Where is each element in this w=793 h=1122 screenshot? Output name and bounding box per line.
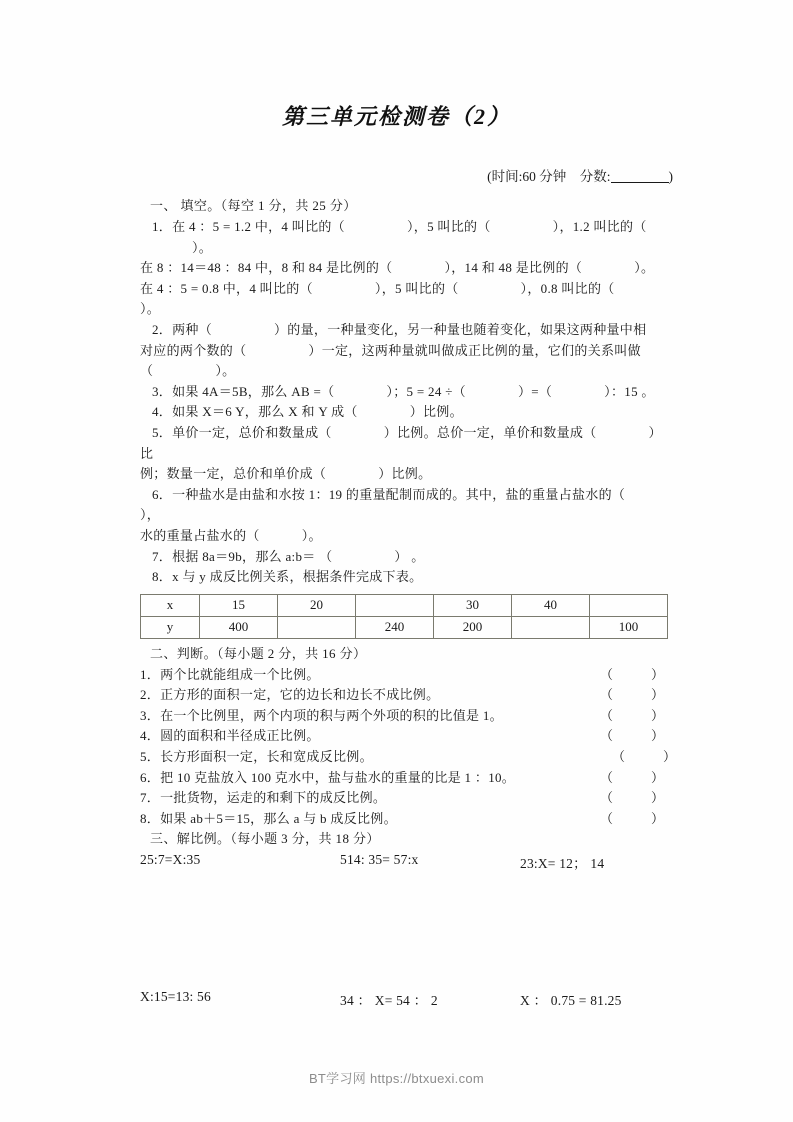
q6l2-part-b: ）。 — [301, 527, 322, 543]
paren-open: （ — [612, 749, 626, 765]
q3-part-b: ）；5 = 24 ÷（ — [386, 383, 466, 399]
table-row-x — [141, 594, 668, 616]
q3-part-a: 3．如果 4A＝5B，那么 AB =（ — [152, 383, 335, 399]
table-cell-y-6[interactable]: 100 — [590, 616, 668, 638]
table-cell-x-1[interactable]: 15 — [200, 594, 278, 616]
tf-item-5-text: 5．长方形面积一定，长和宽成反比例。 — [140, 749, 373, 765]
equation-3[interactable]: 23:X= 12； 14 — [520, 856, 605, 872]
table-cell-y-label: y — [141, 616, 200, 638]
q5-part-c: ）比 — [140, 424, 662, 461]
q2-part-a: 2．两种（ — [152, 321, 212, 337]
paren-close: ） — [651, 728, 665, 744]
tf-item-7 — [140, 788, 668, 809]
worksheet-content — [140, 196, 677, 1011]
paren-open: （ — [600, 666, 614, 682]
q5-part-b: ）比例。总价一定，单价和数量成（ — [383, 424, 597, 440]
q1l2-part-a: 在 8 ：14＝48 ：84 中，8 和 84 是比例的（ — [140, 260, 393, 276]
q5-part-a: 5．单价一定，总价和数量成（ — [152, 424, 332, 440]
tf-item-3 — [140, 706, 668, 727]
work-space-area — [140, 874, 668, 986]
paren-close: ） — [651, 769, 665, 785]
tf-item-2 — [140, 685, 668, 706]
question-5-line-1 — [140, 423, 668, 464]
question-3 — [140, 382, 668, 403]
equation-2[interactable]: 514: 35= 57:x — [340, 852, 419, 868]
table-cell-x-3[interactable] — [356, 594, 434, 616]
paren-open: （ — [600, 728, 614, 744]
paren-open: （ — [600, 810, 614, 826]
q1l3-part-b: ），5 叫比的（ — [374, 280, 459, 296]
xy-value-table — [140, 594, 668, 639]
question-6-line-2 — [140, 526, 668, 547]
paren-close: ） — [651, 687, 665, 703]
tf-answer-slot-5[interactable] — [612, 747, 676, 768]
meta-close-paren: ) — [668, 169, 673, 184]
q6-part-a: 6．一种盐水是由盐和水按 1：19 的重量配制而成的。其中，盐的重量占盐水的（ — [152, 486, 626, 502]
paren-close: ） — [651, 790, 665, 806]
table-cell-x-6[interactable] — [590, 594, 668, 616]
question-6-line-1 — [140, 485, 668, 526]
paren-close: ） — [651, 666, 665, 682]
question-2-line-1 — [140, 320, 668, 341]
q3-part-d: ）：15 。 — [604, 383, 655, 399]
tf-answer-slot-2[interactable] — [600, 685, 664, 706]
tf-item-7-text: 7．一批货物，运走的和剩下的成反比例。 — [140, 790, 387, 806]
tf-answer-slot-7[interactable] — [600, 788, 664, 809]
question-4 — [140, 402, 668, 423]
tf-answer-slot-1[interactable] — [600, 665, 664, 686]
equation-1[interactable]: 25:7=X:35 — [140, 852, 201, 868]
q5l2-part-a: 例；数量一定，总价和单价成（ — [140, 466, 327, 482]
paren-open: （ — [600, 707, 614, 723]
table-cell-y-2[interactable] — [278, 616, 356, 638]
tf-item-1-text: 1．两个比就能组成一个比例。 — [140, 666, 320, 682]
q1l3-part-d: ）。 — [140, 301, 161, 317]
equation-4[interactable]: X:15=13: 56 — [140, 989, 211, 1005]
table-cell-x-4[interactable]: 30 — [434, 594, 512, 616]
equation-row-1 — [140, 852, 668, 874]
tf-item-6-text: 6．把 10 克盐放入 100 克水中，盐与盐水的重量的比是 1 ：10。 — [140, 769, 516, 785]
paren-open: （ — [600, 687, 614, 703]
paren-open: （ — [600, 790, 614, 806]
score-label: 分数: — [579, 169, 611, 184]
q2l2-part-b: ）一定，这两种量就叫做成正比例的量，它们的关系叫做 — [308, 342, 641, 358]
tf-item-4-text: 4．圆的面积和半径成正比例。 — [140, 728, 320, 744]
question-2-line-2 — [140, 341, 668, 362]
q1-part-c: ），1.2 叫比的（ — [552, 219, 647, 234]
table-cell-y-3[interactable]: 240 — [356, 616, 434, 638]
section-3-heading: 三、解比例。（每小题 3 分，共 18 分） — [150, 831, 380, 847]
q1-part-b: ），5 叫比的（ — [406, 219, 491, 234]
q2-part-b: ）的量，一种量变化，另一种量也随着变化，如果这两种量中相 — [274, 321, 647, 337]
q1l2-part-c: ）。 — [634, 260, 655, 276]
equation-6[interactable]: X ： 0.75 = 81.25 — [520, 993, 622, 1009]
equation-5[interactable]: 34 ： X= 54 ： 2 — [340, 993, 438, 1009]
exam-duration: (时间:60 分钟 — [487, 169, 567, 184]
q1l3-part-c: ），0.8 叫比的（ — [520, 280, 615, 296]
tf-answer-slot-3[interactable] — [600, 706, 664, 727]
q1l3-part-a: 在 4 ：5 = 0.8 中，4 叫比的（ — [140, 280, 313, 296]
table-cell-x-2[interactable]: 20 — [278, 594, 356, 616]
question-1-line-3 — [140, 279, 668, 320]
q6-part-b: ）， — [140, 507, 161, 523]
tf-item-5 — [140, 747, 677, 768]
paren-open: （ — [600, 769, 614, 785]
question-2-line-3 — [140, 361, 668, 382]
page-title: 第三单元检测卷（2） — [281, 104, 511, 129]
tf-item-2-text: 2．正方形的面积一定，它的边长和边长不成比例。 — [140, 687, 440, 703]
q3-part-c: ）=（ — [517, 383, 553, 399]
question-1-line-2 — [140, 258, 668, 279]
table-cell-x-label: x — [141, 594, 200, 616]
table-row-y — [141, 616, 668, 638]
footer-watermark: BT学习网 https://btxuexi.com — [308, 1071, 485, 1086]
paren-close: ） — [651, 810, 665, 826]
section-2-heading: 二、判断。（每小题 2 分，共 16 分） — [150, 645, 367, 661]
q2l3-part-a: （ — [140, 363, 154, 379]
q1-part-d: ）。 — [192, 239, 213, 255]
table-cell-y-1[interactable]: 400 — [200, 616, 278, 638]
equation-row-2 — [140, 989, 668, 1011]
q2l3-part-b: ）。 — [215, 363, 236, 379]
question-8: 8．x 与 y 成反比例关系，根据条件完成下表。 — [152, 569, 423, 585]
q6l2-part-a: 水的重量占盐水的（ — [140, 527, 260, 543]
score-blank[interactable] — [611, 182, 669, 183]
table-cell-y-5[interactable] — [512, 616, 590, 638]
tf-item-6 — [140, 768, 668, 789]
paren-close: ） — [663, 749, 677, 765]
q1l2-part-b: ），14 和 48 是比例的（ — [444, 260, 583, 276]
question-1-line-1 — [140, 217, 668, 258]
q4-part-b: ）比例。 — [409, 404, 463, 420]
tf-item-8-text: 8．如果 ab＋5＝15，那么 a 与 b 成反比例。 — [140, 810, 397, 826]
tf-answer-slot-8[interactable] — [600, 809, 664, 830]
tf-answer-slot-6[interactable] — [600, 768, 664, 789]
table-cell-x-5[interactable]: 40 — [512, 594, 590, 616]
tf-item-1 — [140, 665, 668, 686]
q4-part-a: 4．如果 X＝6 Y，那么 X 和 Y 成（ — [152, 404, 358, 420]
q1-part-a: 1．在 4 ：5 = 1.2 中，4 叫比的（ — [152, 219, 345, 234]
table-cell-y-4[interactable]: 200 — [434, 616, 512, 638]
section-1-heading: 一、 填空。（每空 1 分，共 25 分） — [150, 198, 357, 213]
q2l2-part-a: 对应的两个数的（ — [140, 342, 247, 358]
tf-item-4 — [140, 726, 668, 747]
question-5-line-2 — [140, 464, 668, 485]
q7-part-b: ） 。 — [394, 548, 425, 564]
exam-meta-line — [487, 165, 673, 185]
tf-answer-slot-4[interactable] — [600, 726, 664, 747]
tf-item-8 — [140, 809, 668, 830]
q5l2-part-b: ）比例。 — [378, 466, 432, 482]
question-7 — [140, 547, 668, 568]
q7-part-a: 7．根据 8a＝9b，那么 a:b＝ （ — [152, 548, 333, 564]
paren-close: ） — [651, 707, 665, 723]
tf-item-3-text: 3．在一个比例里，两个内项的积与两个外项的积的比值是 1。 — [140, 707, 503, 723]
